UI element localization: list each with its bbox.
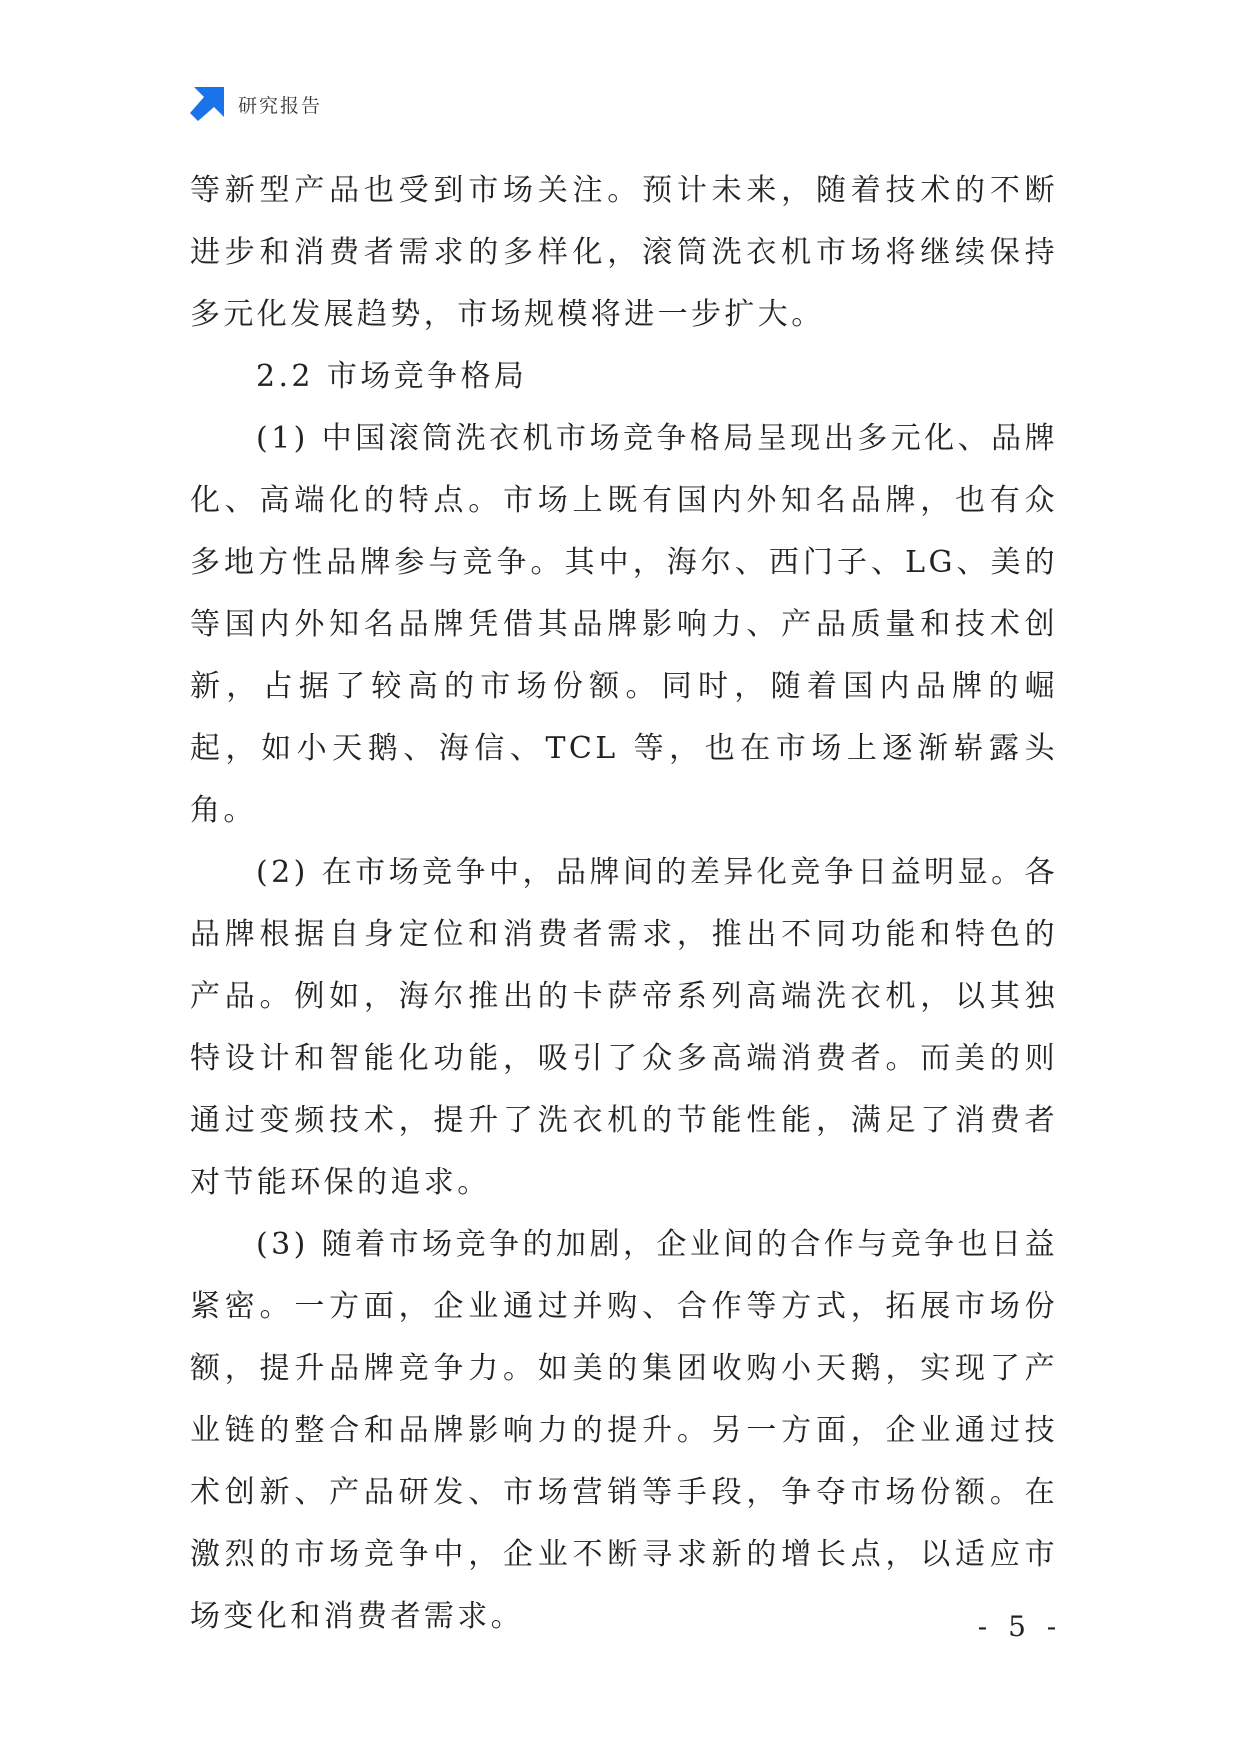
arrow-up-right-icon: [190, 87, 224, 121]
page-number: - 5 -: [977, 1610, 1063, 1643]
section-heading: 2.2 市场竞争格局: [256, 359, 528, 394]
report-type-label: 研究报告: [238, 94, 323, 117]
intro-paragraph: 等新型产品也受到市场关注。预计未来，随着技术的不断进步和消费者需求的多样化，滚筒洗衣机市场将继续保持多元化发展趋势，市场规模将进一步扩大。: [190, 173, 1058, 332]
document-body: [190, 160, 1058, 1648]
paragraph-3: (3) 随着市场竞争的加剧，企业间的合作与竞争也日益紧密。一方面，企业通过并购、合作等方式，拓展市场份额，提升品牌竞争力。如美的集团收购小天鹅，实现了产业链的整合和品牌影响力的提升。另一方面，企业通过技术创新、产品研发、市场营销等手段，争夺市场份额。在激烈的市场竞争中，企业不断寻求新的增长点，以适应市场变化和消费者需求。: [190, 1227, 1058, 1634]
paragraph-1: (1) 中国滚筒洗衣机市场竞争格局呈现出多元化、品牌化、高端化的特点。市场上既有国内外知名品牌，也有众多地方性品牌参与竞争。其中，海尔、西门子、LG、美的等国内外知名品牌凭借其品牌影响力、产品质量和技术创新，占据了较高的市场份额。同时，随着国内品牌的崛起，如小天鹅、海信、TCL 等，也在市场上逐渐崭露头角。: [190, 421, 1058, 828]
paragraph-2: (2) 在市场竞争中，品牌间的差异化竞争日益明显。各品牌根据自身定位和消费者需求，推出不同功能和特色的产品。例如，海尔推出的卡萨帝系列高端洗衣机，以其独特设计和智能化功能，吸引了众多高端消费者。而美的则通过变频技术，提升了洗衣机的节能性能，满足了消费者对节能环保的追求。: [190, 855, 1058, 1200]
report-header: [190, 86, 322, 122]
